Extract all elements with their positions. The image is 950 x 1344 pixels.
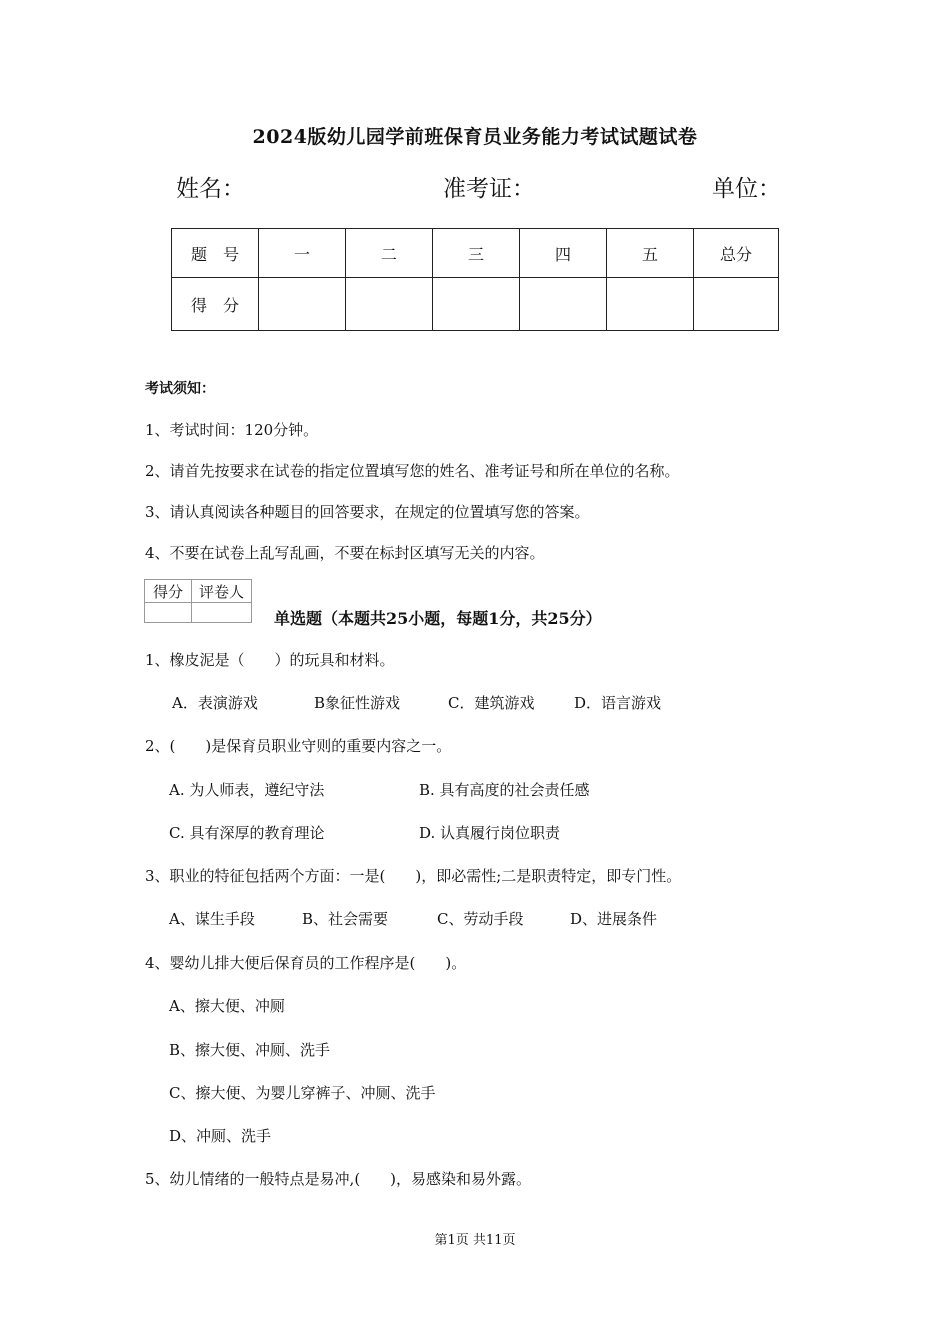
question-4-option-d[interactable]: D、冲厕、洗手 [169, 1127, 272, 1145]
notice-title: 考试须知： [145, 381, 215, 397]
score-header-1: 一 [259, 229, 346, 278]
grader-name-cell[interactable] [192, 603, 252, 623]
name-label: 姓名： [176, 176, 245, 202]
score-cell-1[interactable] [259, 278, 346, 331]
score-table-header-row [172, 229, 779, 278]
document-title: 2024版幼儿园学前班保育员业务能力考试试题试卷 [252, 126, 698, 148]
grader-name-label: 评卷人 [192, 580, 252, 603]
score-row-label: 得 分 [172, 278, 259, 331]
question-1: 1、橡皮泥是（ ）的玩具和材料。 [145, 651, 395, 669]
question-1-option-c[interactable]: C．建筑游戏 [448, 694, 535, 712]
unit-label: 单位： [712, 176, 781, 202]
score-header-2: 二 [346, 229, 433, 278]
question-3-option-a[interactable]: A、谋生手段 [169, 910, 255, 928]
notice-item-4: 4、不要在试卷上乱写乱画，不要在标封区填写无关的内容。 [145, 544, 545, 562]
question-1-option-d[interactable]: D．语言游戏 [574, 694, 662, 712]
grader-score-label: 得分 [145, 580, 192, 603]
score-table-score-row [172, 278, 779, 331]
score-header-total: 总分 [694, 229, 779, 278]
question-2-option-c[interactable]: C. 具有深厚的教育理论 [169, 824, 325, 842]
notice-item-3: 3、请认真阅读各种题目的回答要求，在规定的位置填写您的答案。 [145, 503, 590, 521]
score-header-label: 题 号 [172, 229, 259, 278]
question-2-option-a[interactable]: A. 为人师表，遵纪守法 [169, 781, 325, 799]
grader-table [144, 579, 252, 623]
notice-item-1: 1、考试时间：120分钟。 [145, 421, 319, 439]
question-3-option-d[interactable]: D、进展条件 [570, 910, 658, 928]
score-cell-4[interactable] [520, 278, 607, 331]
question-2-option-b[interactable]: B. 具有高度的社会责任感 [419, 781, 590, 799]
page-footer: 第1页 共11页 [434, 1233, 516, 1248]
question-4-option-c[interactable]: C、擦大便、为婴儿穿裤子、冲厕、洗手 [169, 1084, 436, 1102]
score-cell-3[interactable] [433, 278, 520, 331]
grader-score-cell[interactable] [145, 603, 192, 623]
exam-id-label: 准考证： [443, 176, 535, 202]
question-2-option-d[interactable]: D. 认真履行岗位职责 [419, 824, 561, 842]
score-header-5: 五 [607, 229, 694, 278]
question-3-option-c[interactable]: C、劳动手段 [437, 910, 524, 928]
question-3-option-b[interactable]: B、社会需要 [302, 910, 389, 928]
question-1-option-b[interactable]: B象征性游戏 [314, 694, 401, 712]
question-4-option-b[interactable]: B、擦大便、冲厕、洗手 [169, 1041, 331, 1059]
notice-item-2: 2、请首先按要求在试卷的指定位置填写您的姓名、准考证号和所在单位的名称。 [145, 462, 680, 480]
score-cell-2[interactable] [346, 278, 433, 331]
question-3: 3、职业的特征包括两个方面：一是( )，即必需性;二是职责特定，即专门性。 [145, 867, 682, 885]
score-cell-5[interactable] [607, 278, 694, 331]
score-header-4: 四 [520, 229, 607, 278]
section-title: 单选题（本题共25小题，每题1分，共25分） [274, 609, 602, 628]
score-header-3: 三 [433, 229, 520, 278]
score-table [171, 228, 779, 331]
question-5: 5、幼儿情绪的一般特点是易冲,( )，易感染和易外露。 [145, 1170, 532, 1188]
question-2: 2、( )是保育员职业守则的重要内容之一。 [145, 737, 452, 755]
question-4-option-a[interactable]: A、擦大便、冲厕 [169, 997, 285, 1015]
question-4: 4、婴幼儿排大便后保育员的工作程序是( )。 [145, 954, 467, 972]
question-1-option-a[interactable]: A．表演游戏 [172, 694, 258, 712]
score-cell-total[interactable] [694, 278, 779, 331]
